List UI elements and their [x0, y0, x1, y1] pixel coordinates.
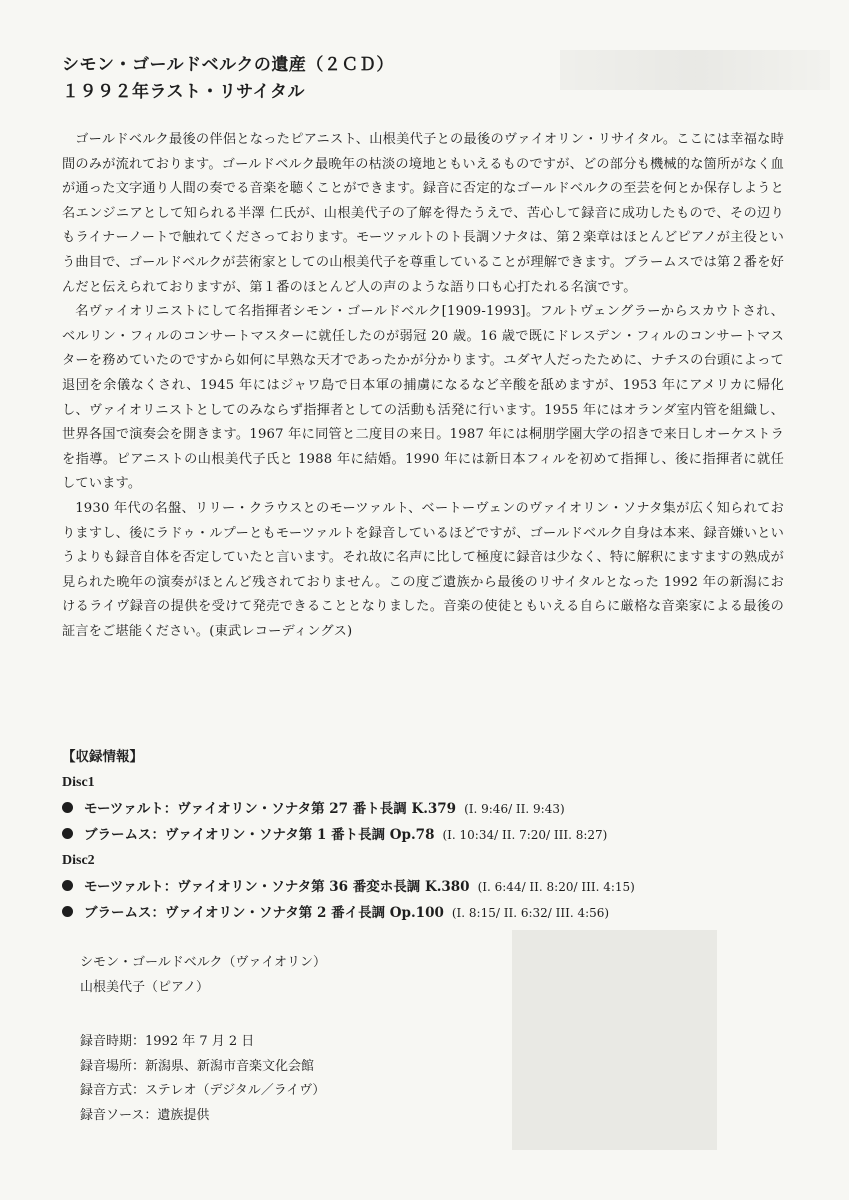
recording-location: 録音場所：新潟県、新潟市音楽文化会館: [80, 1058, 315, 1074]
track-item: [62, 900, 802, 926]
track-item: [62, 822, 802, 848]
bullet-icon: [62, 906, 73, 917]
bullet-icon: [62, 828, 73, 839]
bleed-through-shadow: [560, 50, 830, 90]
disc-1-label: Disc1: [62, 775, 95, 790]
paragraph-3: 1930 年代の名盤、リリー・クラウスとのモーツァルト、ベートーヴェンのヴァイオリン・ソナタ集が広く知られておりますし、後にラドゥ・ルプーともモーツァルトを録音しているほどですが、ゴールドベルク自身は本来、録音嫌いというよりも録音自体を否定していたと言います。それ故に名声に比して極度に録音は少なく、特に解釈にますますの熟成が見られた晩年の演奏がほとんど残されておりません。この度ご遺族から最後のリサイタルとなった 1992 年の新潟におけるライヴ録音の提供を受けて発売できることとなりました。音楽の使徒ともいえる自らに厳格な音楽家による最後の証言をご堪能ください。(東武レコーディングス): [62, 500, 784, 639]
recording-source: 録音ソース：遺族提供: [80, 1107, 210, 1123]
description-body: [62, 128, 784, 644]
bullet-icon: [62, 802, 73, 813]
performer-piano: 山根美代子（ピアノ）: [80, 980, 209, 995]
title-line-1: シモン・ゴールドベルクの遺産（２ＣＤ）: [62, 55, 394, 75]
track-item: [62, 874, 802, 900]
recording-details: [80, 1030, 325, 1128]
bleed-through-image: [512, 930, 717, 1150]
recording-method: 録音方式：ステレオ（デジタル／ライヴ）: [80, 1083, 326, 1098]
track-title: ブラームス：ヴァイオリン・ソナタ第 1 番ト長調 Op.78: [84, 827, 435, 843]
recording-date: 録音時期：1992 年 7 月 2 日: [80, 1034, 255, 1049]
track-title: モーツァルト：ヴァイオリン・ソナタ第 27 番ト長調 K.379: [84, 801, 457, 817]
track-title: ブラームス：ヴァイオリン・ソナタ第 2 番イ長調 Op.100: [84, 905, 444, 921]
section-heading: 【収録情報】: [62, 749, 143, 765]
bullet-icon: [62, 880, 73, 891]
paragraph-1: ゴールドベルク最後の伴侶となったピアニスト、山根美代子との最後のヴァイオリン・リサイタル。ここには幸福な時間のみが流れております。ゴールドベルク最晩年の枯淡の境地ともいえるものですが、どの部分も機械的な箇所がなく血が通った文字通り人間の奏でる音楽を聴くことができます。録音に否定的なゴールドベルクの至芸を何とか保存しようと名エンジニアとして知られる半澤 仁氏が、山根美代子の了解を得たうえで、苦心して録音に成功したもので、その辺りもライナーノートで触れてくださっております。モーツァルトのト長調ソナタは、第２楽章はほとんどピアノが主役という曲目で、ゴールドベルクが芸術家としての山根美代子を尊重していることが理解できます。ブラームスでは第２番を好んだと伝えられておりますが、第１番のほとんど人の声のような語り口も心打たれる名演です。: [62, 132, 784, 295]
track-times: (I. 10:34/ II. 7:20/ III. 8:27): [442, 828, 608, 842]
performer-credits: [80, 950, 326, 1000]
disc-2-label: Disc2: [62, 853, 95, 868]
paragraph-2: 名ヴァイオリニストにして名指揮者シモン・ゴールドベルク[1909-1993]。フルトヴェングラーからスカウトされ、ベルリン・フィルのコンサートマスターに就任したのが弱冠 20 歳。16 歳で既にドレスデン・フィルのコンサートマスターを務めていたのですから如何に早熟な天才であったかが分かります。ユダヤ人だったために、ナチスの台頭によって退団を余儀なくされ、1945 年にはジャワ島で日本軍の捕虜になるなど辛酸を舐めますが、1953 年にアメリカに帰化し、ヴァイオリニストとしてのみならず指揮者としての活動も活発に行います。1955 年にはオランダ室内管を組織し、世界各国で演奏会を開きます。1967 年に同管と二度目の来日。1987 年には桐朋学園大学の招きで来日しオーケストラを指導。ピアニストの山根美代子氏と 1988 年に結婚。1990 年には新日本フィルを初めて指揮し、後に指揮者に就任しています。: [62, 304, 784, 492]
track-times: (I. 9:46/ II. 9:43): [464, 802, 565, 816]
track-times: (I. 8:15/ II. 6:32/ III. 4:56): [451, 906, 610, 920]
performer-violin: シモン・ゴールドベルク（ヴァイオリン）: [80, 955, 326, 970]
track-item: [62, 796, 802, 822]
document-title: [62, 52, 394, 106]
track-times: (I. 6:44/ II. 8:20/ III. 4:15): [477, 880, 635, 894]
track-title: モーツァルト：ヴァイオリン・ソナタ第 36 番変ホ長調 K.380: [84, 879, 470, 895]
title-line-2: １９９２年ラスト・リサイタル: [62, 82, 305, 102]
recording-info-section: [62, 744, 802, 926]
